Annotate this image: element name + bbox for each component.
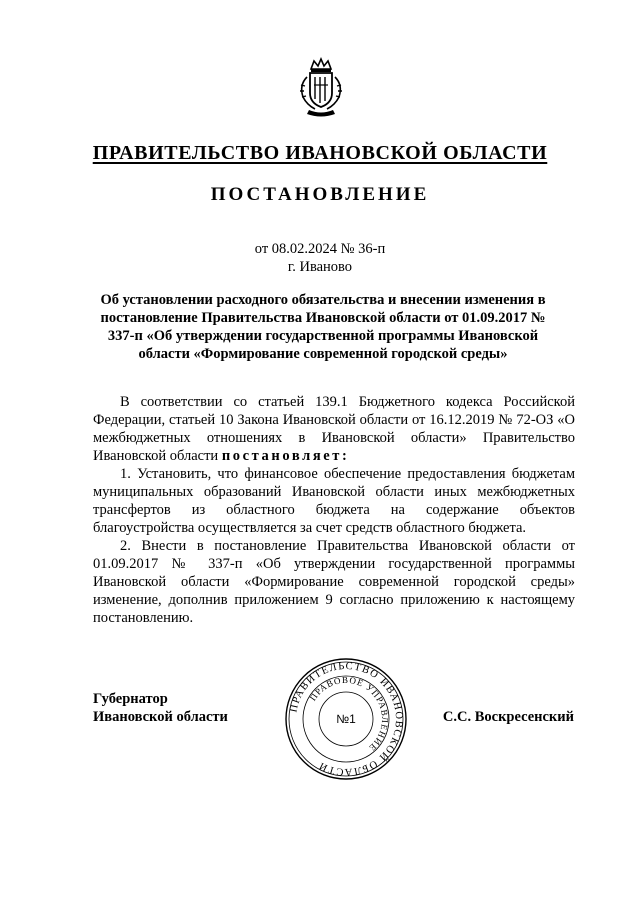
official-stamp	[283, 656, 409, 782]
stamp-number: №1	[336, 712, 356, 726]
item-2-paragraph: 2. Внести в постановление Правительства Ивановской области от 01.09.2017 № 337-п «Об утверждении государственной программы Ивановской области «Формирование современной городской среды» изменение, дополнив приложением 9 согласно приложению к настоящему постановлению.	[93, 538, 575, 626]
document-type: ПОСТАНОВЛЕНИЕ	[210, 184, 430, 205]
item-1-paragraph: 1. Установить, что финансовое обеспечение предоставления бюджетам муниципальных образований Ивановской области иных межбюджетных трансфертов из областного бюджета на содержание объектов благоустройства осуществляется за счет средств областного бюджета.	[93, 466, 575, 536]
preamble-text: В соответствии со статьей 139.1 Бюджетного кодекса Российской Федерации, статьей 10 Закона Ивановской области от 16.12.2019 № 72-ОЗ «О межбюджетных отношениях в Ивановской области» Правительство Ивановской области	[93, 394, 575, 464]
stamp-inner-text: ПРАВОВОЕ УПРАВЛЕНИЕ	[307, 674, 391, 754]
document-body	[93, 393, 575, 627]
document-subject: Об установлении расходного обязательства и внесении изменения в постановление Правительства Ивановской области от 01.09.2017 № 337-п «Об утверждении государственной программы Ивановской области «Формирование современной городской среды»	[100, 292, 546, 362]
document-date-number: от 08.02.2024 № 36-п	[254, 241, 386, 257]
document-city: г. Иваново	[287, 259, 353, 275]
coat-of-arms-icon	[289, 55, 353, 119]
signatory-position-line-1: Губернатор	[93, 691, 168, 707]
government-title: ПРАВИТЕЛЬСТВО ИВАНОВСКОЙ ОБЛАСТИ	[92, 142, 548, 164]
preamble-paragraph	[93, 393, 575, 465]
signatory-name: С.С. Воскресенский	[442, 709, 574, 725]
signatory-position	[93, 690, 228, 726]
stamp-outer-text: ПРАВИТЕЛЬСТВО ИВАНОВСКОЙ ОБЛАСТИ	[288, 660, 405, 778]
signatory-position-line-2: Ивановской области	[93, 709, 228, 725]
decree-word: постановляет:	[221, 448, 350, 464]
